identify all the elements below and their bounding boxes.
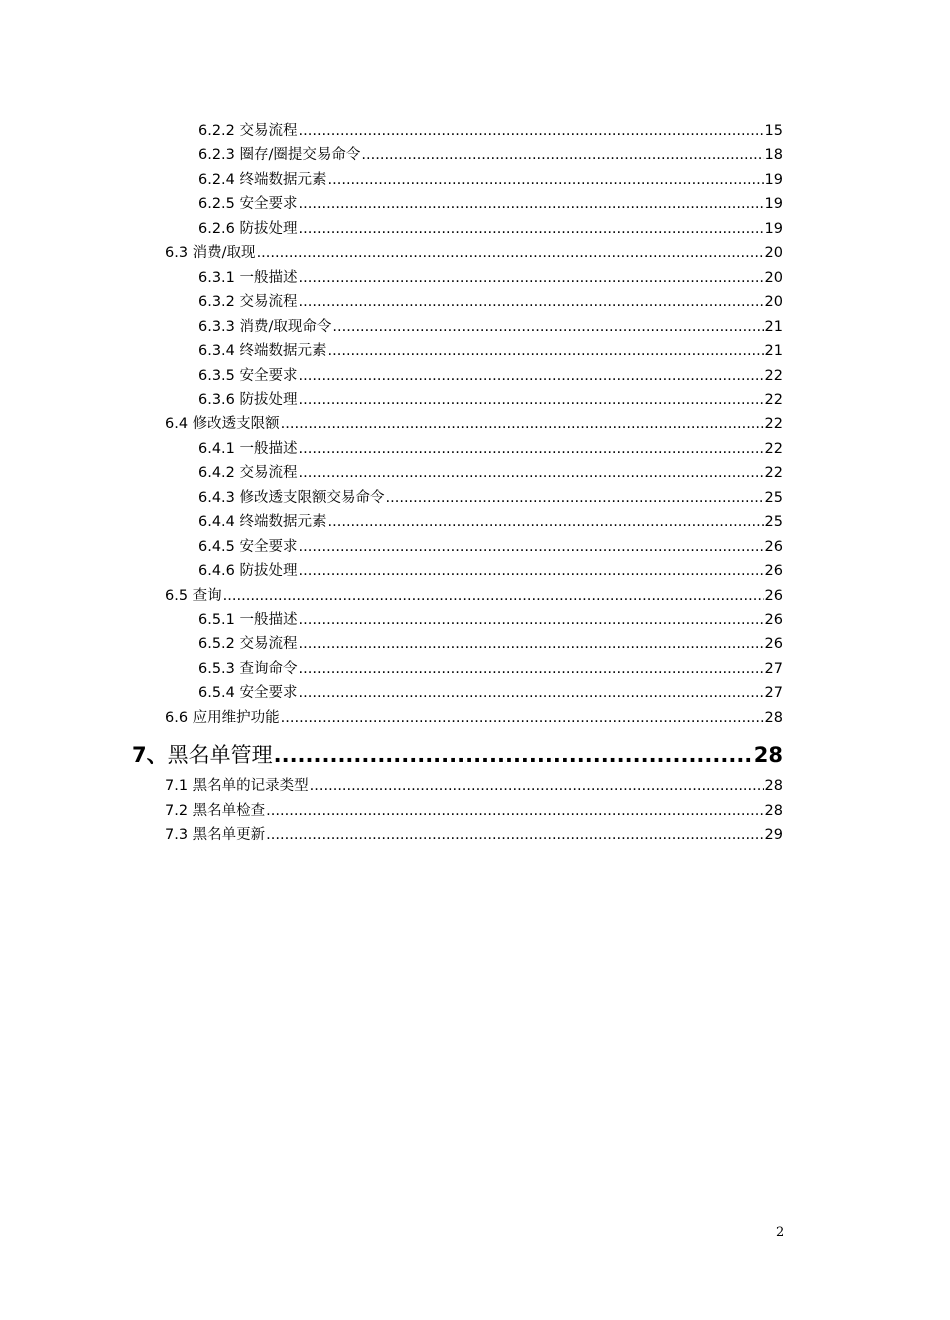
- toc-leader-dots: [299, 390, 764, 410]
- toc-entry-number: 6.5: [165, 587, 189, 604]
- toc-entry-title: 防拔处理: [239, 220, 298, 237]
- toc-entry-title: 防拔处理: [239, 563, 298, 580]
- toc-leader-dots: [328, 512, 764, 532]
- toc-entry-title: 安全要求: [239, 367, 298, 384]
- toc-entry-number: 6.3.2: [198, 294, 235, 311]
- toc-entry[interactable]: [198, 610, 783, 630]
- toc-entry[interactable]: [165, 825, 783, 845]
- toc-entry-title: 黑名单更新: [192, 827, 266, 844]
- toc-entry-page: 22: [764, 416, 783, 433]
- toc-leader-dots: [281, 708, 764, 728]
- page-number: 2: [776, 1225, 785, 1240]
- toc-entry-page: 25: [764, 514, 783, 531]
- toc-leader-dots: [299, 610, 764, 630]
- toc-entry-page: 26: [764, 612, 783, 628]
- toc-entry-page: 20: [764, 245, 783, 262]
- toc-entry-page: 28: [764, 778, 783, 795]
- toc-leader-dots: [274, 740, 753, 770]
- toc-entry-number: 6.3.1: [198, 269, 235, 286]
- toc-entry-number: 7、: [132, 743, 168, 768]
- toc-entry-number: 6.3.3: [198, 318, 235, 335]
- toc-leader-dots: [299, 121, 764, 141]
- toc-entry-title: 安全要求: [239, 196, 298, 213]
- toc-entry[interactable]: [198, 659, 783, 679]
- toc-entry[interactable]: [198, 537, 783, 557]
- toc-entry-page: 29: [764, 827, 783, 844]
- toc-entry-title: 一般描述: [239, 269, 298, 286]
- toc-entry[interactable]: [198, 512, 783, 532]
- toc-leader-dots: [223, 586, 764, 606]
- toc-entry-number: 6.4.1: [198, 440, 235, 457]
- toc-entry-number: 6.4.4: [198, 514, 235, 531]
- toc-entry[interactable]: [198, 121, 783, 141]
- toc-entry-title: 交易流程: [239, 123, 298, 139]
- toc-entry-number: 7.3: [165, 827, 189, 844]
- toc-entry-page: 25: [764, 489, 783, 506]
- toc-entry[interactable]: [198, 341, 783, 361]
- toc-leader-dots: [361, 145, 763, 165]
- toc-entry-title: 查询: [192, 587, 222, 604]
- toc-entry-number: 6.3: [165, 245, 189, 262]
- toc-entry-title: 终端数据元素: [239, 514, 327, 531]
- toc-entry-page: 26: [764, 538, 783, 555]
- toc-entry-number: 6.2.5: [198, 196, 235, 213]
- toc-entry-title: 终端数据元素: [239, 343, 327, 360]
- toc-entry[interactable]: [198, 170, 783, 190]
- toc-leader-dots: [386, 488, 764, 508]
- toc-leader-dots: [299, 683, 764, 703]
- toc-entry-page: 26: [764, 563, 783, 580]
- toc-leader-dots: [299, 268, 764, 288]
- toc-entry-number: 6.2.6: [198, 220, 235, 237]
- toc-entry[interactable]: [198, 634, 783, 654]
- toc-entry[interactable]: [198, 219, 783, 239]
- toc-entry-number: 6.5.3: [198, 660, 235, 677]
- toc-entry-page: 20: [764, 269, 783, 286]
- toc-entry-page: 27: [764, 685, 783, 702]
- toc-entry-page: 22: [764, 465, 783, 482]
- toc-entry-title: 修改透支限额: [192, 416, 280, 433]
- toc-entry-page: 28: [764, 802, 783, 819]
- toc-entry-title: 安全要求: [239, 538, 298, 555]
- toc-entry-title: 圈存/圈提交易命令: [239, 147, 361, 164]
- toc-entry-page: 20: [764, 294, 783, 311]
- toc-entry[interactable]: [165, 708, 783, 728]
- toc-leader-dots: [266, 801, 763, 821]
- toc-entry-page: 26: [764, 587, 783, 604]
- toc-leader-dots: [257, 243, 764, 263]
- toc-leader-dots: [299, 463, 764, 483]
- toc-entry[interactable]: [198, 292, 783, 312]
- toc-entry-title: 交易流程: [239, 294, 298, 311]
- toc-leader-dots: [328, 341, 764, 361]
- toc-leader-dots: [281, 414, 764, 434]
- toc-entry[interactable]: [198, 317, 783, 337]
- toc-entry-number: 6.2.2: [198, 123, 235, 139]
- toc-leader-dots: [299, 659, 764, 679]
- toc-entry-title: 交易流程: [239, 465, 298, 482]
- toc-leader-dots: [310, 776, 764, 796]
- toc-entry[interactable]: [198, 561, 783, 581]
- toc-leader-dots: [299, 537, 764, 557]
- toc-entry-page: 22: [764, 440, 783, 457]
- toc-entry[interactable]: [198, 439, 783, 459]
- toc-entry[interactable]: [165, 776, 783, 796]
- toc-entry[interactable]: [198, 145, 783, 165]
- toc-leader-dots: [299, 439, 764, 459]
- toc-leader-dots: [299, 366, 764, 386]
- toc-leader-dots: [299, 219, 764, 239]
- toc-entry-page: 22: [764, 391, 783, 408]
- toc-entry-page: 19: [764, 220, 783, 237]
- toc-entry[interactable]: [198, 463, 783, 483]
- toc-entry-title: 防拔处理: [239, 391, 298, 408]
- toc-entry[interactable]: [198, 194, 783, 214]
- toc-leader-dots: [299, 561, 764, 581]
- toc-entry-number: 7.2: [165, 802, 189, 819]
- toc-entry-title: 终端数据元素: [239, 171, 327, 188]
- toc-entry-title: 消费/取现: [192, 245, 256, 262]
- toc-entry-title: 黑名单管理: [167, 743, 273, 768]
- toc-entry-number: 6.4: [165, 416, 189, 433]
- toc-entry-title: 黑名单检查: [192, 802, 266, 819]
- toc-entry-title: 一般描述: [239, 440, 298, 457]
- toc-entry-title: 应用维护功能: [192, 709, 280, 726]
- toc-leader-dots: [266, 825, 763, 845]
- toc-entry-title: 安全要求: [239, 685, 298, 702]
- toc-entry-number: 6.5.4: [198, 685, 235, 702]
- toc-entry-page: 21: [764, 343, 783, 360]
- toc-entry-number: 6.3.6: [198, 391, 235, 408]
- toc-leader-dots: [328, 170, 764, 190]
- toc-entry[interactable]: [165, 414, 783, 434]
- toc-entry[interactable]: [198, 683, 783, 703]
- toc-entry-title: 黑名单的记录类型: [192, 778, 309, 795]
- toc-entry[interactable]: [132, 740, 783, 770]
- toc-entry-number: 6.5.2: [198, 636, 235, 653]
- toc-entry-page: 27: [764, 660, 783, 677]
- toc-entry-page: 18: [764, 147, 783, 164]
- toc-entry-title: 查询命令: [239, 660, 298, 677]
- toc-entry[interactable]: [165, 801, 783, 821]
- toc-entry-number: 6.4.2: [198, 465, 235, 482]
- toc-entry-page: 21: [764, 318, 783, 335]
- toc-leader-dots: [299, 292, 764, 312]
- toc-entry[interactable]: [165, 243, 783, 263]
- toc-entry-number: 6.6: [165, 709, 189, 726]
- toc-entry-number: 6.2.3: [198, 147, 235, 164]
- toc-entry-title: 消费/取现命令: [239, 318, 332, 335]
- toc-entry-title: 交易流程: [239, 636, 298, 653]
- toc-leader-dots: [332, 317, 763, 337]
- toc-entry-number: 6.3.4: [198, 343, 235, 360]
- toc-entry-page: 28: [764, 709, 783, 726]
- toc-entry-page: 22: [764, 367, 783, 384]
- toc-entry-number: 6.4.5: [198, 538, 235, 555]
- toc-entry-number: 6.4.6: [198, 563, 235, 580]
- toc-entry[interactable]: [198, 488, 783, 508]
- toc-entry-page: 19: [764, 196, 783, 213]
- toc-entry-number: 6.4.3: [198, 489, 235, 506]
- toc-entry-page: 19: [764, 171, 783, 188]
- toc-entry-number: 6.2.4: [198, 171, 235, 188]
- toc-entry-number: 7.1: [165, 778, 189, 795]
- toc-entry-number: 6.3.5: [198, 367, 235, 384]
- toc-entry-page: 15: [764, 123, 783, 139]
- toc-entry[interactable]: [165, 586, 783, 606]
- toc-entry[interactable]: [198, 366, 783, 386]
- toc-leader-dots: [299, 634, 764, 654]
- toc-entry-number: 6.5.1: [198, 612, 235, 628]
- toc-entry[interactable]: [198, 390, 783, 410]
- toc-leader-dots: [299, 194, 764, 214]
- toc-entry-title: 修改透支限额交易命令: [239, 489, 385, 506]
- toc-entry-page: 28: [753, 743, 783, 768]
- toc-entry-title: 一般描述: [239, 612, 298, 628]
- toc-entry-page: 26: [764, 636, 783, 653]
- toc-entry[interactable]: [198, 268, 783, 288]
